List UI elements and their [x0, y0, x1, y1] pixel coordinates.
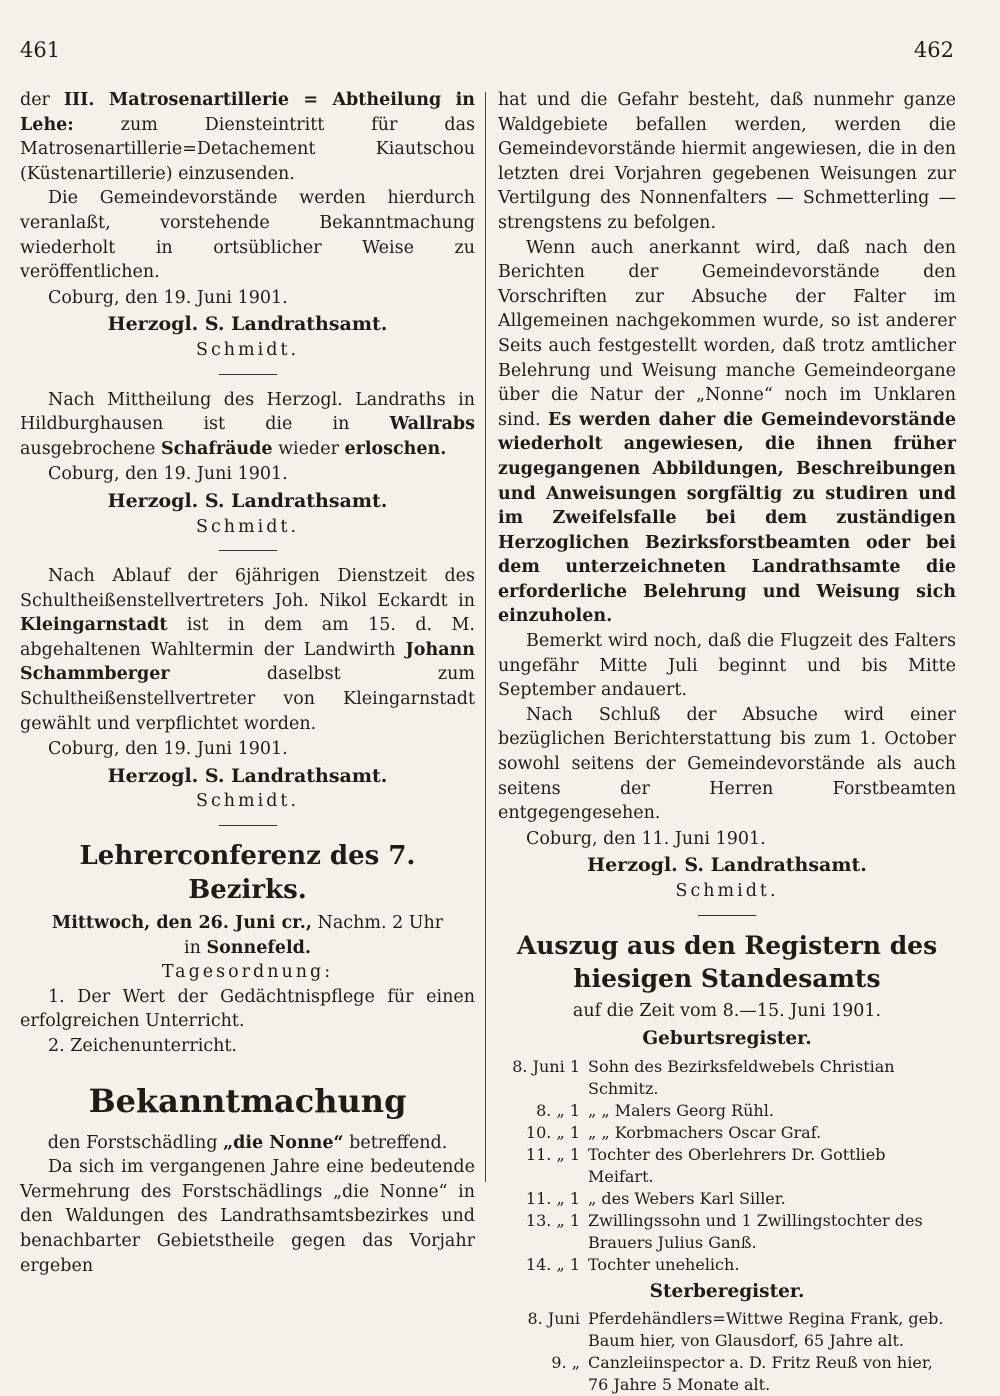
page-number-left: 461 — [20, 38, 61, 62]
separator-rule — [219, 374, 277, 375]
paragraph-gemeindevorstaende: Die Gemeindevorstände werden hierdurch veranlaßt, vorstehende Bekanntmachung wiederholt in ortsüblicher Weise zu veröffentlichen. — [20, 188, 475, 283]
lehrer-place-line — [20, 936, 475, 961]
text: betreffend. — [343, 1132, 448, 1153]
page-number-right: 462 — [913, 38, 954, 62]
paragraph-berichterstattung: Nach Schluß der Absuche wird einer bezüglichen Berichterstattung bis zum 1. October sowohl seitens der Gemeindevorstände als auch seitens der Herren Forstbeamten entgegengesehen. — [498, 704, 956, 824]
agenda-item: 2. Zeichenunterricht. — [48, 1036, 237, 1056]
entry-date: 10. „ 1 — [525, 1122, 580, 1142]
text: ausgebrochene — [20, 438, 161, 459]
entry-date: 8. Juni — [527, 1309, 580, 1329]
bold-text: III. Matrosenartillerie = Abtheilung in Lehe: — [20, 90, 475, 135]
paragraph-gefahr: hat und die Gefahr besteht, daß nunmehr ganze Waldgebiete befallen werden, werden die Gemeindevorstände hiermit angewiesen, die in den letzten drei Vorjahren gegebenen Weisungen zur Vertilgung des Nonnenfalters — Schmetterling — strengstens zu befolgen. — [498, 90, 956, 233]
signature-name: Schmidt. — [675, 881, 779, 901]
tagesordnung-label: Tagesordnung: — [161, 962, 334, 983]
register-entry — [498, 1188, 956, 1210]
entry-text: Canzleiinspector a. D. Fritz Reuß von hier, 76 Jahre 5 Monate alt. — [588, 1353, 933, 1395]
bold-text: Sonnefeld. — [206, 937, 311, 958]
entry-text: „ „ Malers Georg Rühl. — [588, 1100, 774, 1120]
text: Nachm. 2 Uhr — [311, 913, 444, 934]
separator-rule — [219, 825, 277, 826]
bold-text: Johann Schammberger — [20, 639, 475, 685]
heading-register: Auszug aus den Registern des hiesigen Standesamts — [516, 930, 938, 993]
text: zum Diensteintritt für das Matrosenartillerie=Detachement Kiautschou (Küstenartillerie) einzusenden. — [20, 114, 475, 184]
entry-text: „ des Webers Karl Siller. — [588, 1188, 786, 1208]
heading-bekanntmachung: Bekanntmachung — [88, 1081, 407, 1120]
register-entry — [498, 1144, 956, 1188]
signature-office: Herzogl. S. Landrathsamt. — [587, 854, 867, 877]
text: daselbst zum Schultheißenstellvertreter von Kleingarnstadt gewählt und verpflichtet worden. — [20, 664, 475, 734]
entry-date: 9. „ — [551, 1353, 580, 1373]
register-entry — [498, 1122, 956, 1144]
register-entry — [498, 1210, 956, 1254]
agenda-item: 1. Der Wert der Gedächtnispflege für einen erfolgreichen Unterricht. — [20, 986, 475, 1032]
sterberegister-title: Sterberegister. — [649, 1280, 805, 1302]
text: Nach Mittheilung des Herzogl. Landraths in Hildburghausen ist die in — [20, 389, 475, 435]
signature-name: Schmidt. — [195, 791, 300, 812]
date-line: Coburg, den 11. Juni 1901. — [526, 828, 766, 849]
register-entry — [498, 1056, 956, 1100]
bold-text: Schafräude — [160, 438, 273, 459]
signature-office: Herzogl. S. Landrathsamt. — [107, 764, 388, 787]
register-entry — [498, 1100, 956, 1122]
entry-date: 14. „ 1 — [525, 1254, 580, 1274]
bekanntmachung-subtitle — [20, 1131, 475, 1156]
paragraph-berichte — [498, 236, 956, 630]
paragraph-matrosen — [20, 88, 475, 186]
text: Wenn auch anerkannt wird, daß nach den Berichten der Gemeindevorstände den Vorschriften zur Absuche der Falter im Allgemeinen nachgekommen wurde, so ist anderer Seits auch festgestellt worden, daß trotz amtlicher Belehrung und Weisung manche Gemeindeorgane über die Natur der „Nonne“ noch im Unklaren sind. — [498, 237, 956, 430]
text: Nach Ablauf der 6jährigen Dienstzeit des Schultheißenstellvertreters Joh. Nikol Eckardt in — [20, 566, 475, 611]
geburtsregister-list — [498, 1056, 956, 1276]
entry-date: 11. „ 1 — [525, 1144, 580, 1164]
bold-text: Mittwoch, den 26. Juni cr., — [51, 913, 312, 934]
date-line: Coburg, den 19. Juni 1901. — [48, 464, 288, 485]
entry-date: 8. Juni 1 — [512, 1056, 580, 1076]
entry-text: Tochter unehelich. — [588, 1254, 740, 1274]
bold-text: Es werden daher die Gemeindevorstände wiederholt angewiesen, die ihnen früher zugegangenen Abbildungen, Beschreibungen und Anweisungen sorgfältig zu studiren und im Zweifelsfalle bei dem zuständigen Herzoglichen Bezirksforstbeamten oder bei dem unterzeichneten Landrathsamte die erforderliche Belehrung und Weisung sich einzuholen. — [498, 409, 956, 627]
heading-lehrerconferenz: Lehrerconferenz des 7. Bezirks. — [79, 841, 416, 906]
paragraph-nonne: Da sich im vergangenen Jahre eine bedeutende Vermehrung des Forstschädlings „die Nonne“ in den Waldungen des Landrathsamtsbezirkes und benachbarter Gebietstheile gegen das Vorjahr ergeben — [20, 1157, 475, 1276]
entry-text: Pferdehändlers=Wittwe Regina Frank, geb. Baum hier, von Glausdorf, 65 Jahre alt. — [588, 1309, 944, 1351]
separator-rule — [698, 915, 756, 916]
separator-rule — [219, 550, 277, 551]
left-column — [20, 88, 475, 1278]
signature-name: Schmidt. — [195, 516, 300, 537]
register-entry — [498, 1254, 956, 1276]
entry-text: Sohn des Bezirksfeldwebels Christian Schmitz. — [588, 1056, 895, 1098]
date-line: Coburg, den 19. Juni 1901. — [48, 739, 288, 760]
register-entry — [498, 1308, 956, 1352]
text: ist in dem am 15. d. M. abgehaltenen Wahltermin der Landwirth — [20, 615, 475, 660]
entry-text: Zwillingssohn und 1 Zwillingstochter des Brauers Julius Ganß. — [588, 1210, 923, 1252]
bold-text: „die Nonne“ — [223, 1132, 344, 1153]
bold-text: Wallrabs — [389, 414, 475, 435]
signature-office: Herzogl. S. Landrathsamt. — [107, 313, 388, 336]
entry-date: 8. „ 1 — [536, 1100, 580, 1120]
signature-office: Herzogl. S. Landrathsamt. — [107, 489, 388, 512]
paragraph-schultheiss — [20, 564, 475, 736]
text: in — [184, 937, 207, 958]
date-line: Coburg, den 19. Juni 1901. — [48, 287, 288, 308]
paragraph-schafraeude — [20, 388, 475, 462]
sterberegister-list — [498, 1308, 956, 1396]
bold-text: erloschen. — [344, 438, 447, 459]
register-period: auf die Zeit vom 8.—15. Juni 1901. — [572, 1000, 882, 1021]
right-column — [498, 88, 956, 1396]
entry-date: 11. „ 1 — [525, 1188, 580, 1208]
text: den Forstschädling — [47, 1132, 224, 1153]
text: der — [20, 90, 64, 110]
text: wieder — [272, 438, 345, 459]
register-entry — [498, 1352, 956, 1396]
bold-text: Kleingarnstadt — [20, 615, 168, 636]
entry-text: „ „ Korbmachers Oscar Graf. — [588, 1122, 822, 1142]
entry-date: 13. „ 1 — [525, 1210, 580, 1230]
signature-name: Schmidt. — [195, 339, 300, 360]
entry-text: Tochter des Oberlehrers Dr. Gottlieb Meifart. — [588, 1144, 886, 1186]
paragraph-flugzeit: Bemerkt wird noch, daß die Flugzeit des Falters ungefähr Mitte Juli beginnt und bis Mitte September andauert. — [498, 631, 956, 701]
geburtsregister-title: Geburtsregister. — [642, 1028, 812, 1050]
column-divider — [485, 92, 486, 1182]
lehrer-date-line — [20, 911, 475, 936]
